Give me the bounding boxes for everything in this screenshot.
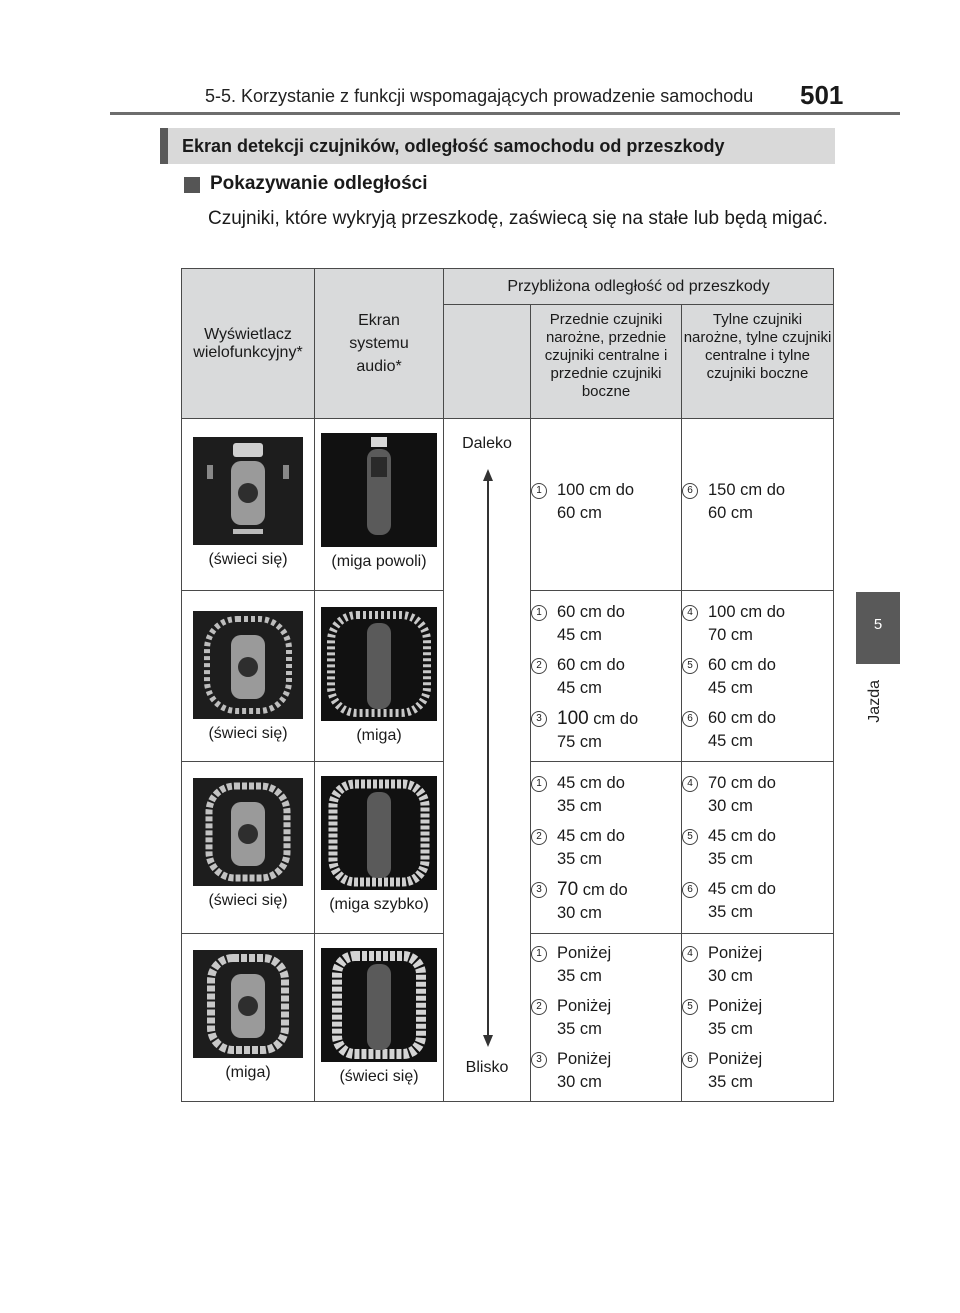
display-caption: (miga): [225, 1064, 271, 1081]
sensor-number-badge: 6: [682, 882, 698, 898]
distance-value: Poniżej: [557, 997, 612, 1015]
sensor-number-badge: 2: [531, 658, 547, 674]
distance-unit: 45 cm: [557, 679, 602, 697]
distance-entry: [531, 707, 681, 754]
distance-value-suffix: cm do: [588, 710, 639, 728]
display-cell: [182, 591, 315, 762]
distance-entry: [531, 878, 681, 925]
display-cell: [182, 419, 315, 591]
sensor-number-badge: 6: [682, 1052, 698, 1068]
display-caption: (świeci się): [208, 725, 288, 742]
audio-cell: [315, 934, 444, 1102]
distance-unit: 75 cm: [557, 733, 602, 751]
audio-sensor-car-icon: [321, 433, 437, 547]
distance-value: 45 cm do: [708, 827, 776, 845]
distance-unit: 35 cm: [557, 850, 602, 868]
distance-unit: 35 cm: [557, 1020, 602, 1038]
distance-unit: 60 cm: [708, 504, 753, 522]
distance-value: 100 cm do: [708, 603, 786, 621]
distance-unit: 30 cm: [557, 1073, 602, 1091]
col-header-distance: Przybliżona odległość od przeszkody: [444, 269, 834, 305]
sensor-number-badge: 5: [682, 829, 698, 845]
distance-arrow-icon: [480, 469, 496, 1047]
sensor-number-badge: 1: [531, 946, 547, 962]
sensor-number-badge: 2: [531, 829, 547, 845]
rear-distances: [682, 934, 834, 1102]
sensor-number-badge: 4: [682, 605, 698, 621]
sensor-number-badge: 3: [531, 711, 547, 727]
front-distances: [531, 934, 682, 1102]
distance-value: Poniżej: [708, 944, 763, 962]
sensor-number-badge: 6: [682, 711, 698, 727]
distance-value-suffix: cm do: [578, 881, 628, 899]
distance-entry: [682, 601, 833, 647]
distance-value: 45 cm do: [708, 880, 776, 898]
distance-entry: [682, 772, 833, 818]
distance-entry: [531, 942, 681, 988]
running-header-title: 5-5. Korzystanie z funkcji wspomagających prowadzenie samochodu: [205, 86, 754, 106]
distance-value: 100 cm do: [557, 481, 635, 499]
col-header-front: Przednie czujniki narożne, przednie czujniki centralne i przednie czujniki boczne: [531, 305, 682, 419]
distance-value: 45 cm do: [557, 827, 625, 845]
distance-unit: 60 cm: [557, 504, 602, 522]
sensor-number-badge: 4: [682, 946, 698, 962]
display-cell: [182, 934, 315, 1102]
col-header-display: Wyświetlacz wielofunkcyjny*: [182, 269, 315, 419]
rear-distances: [682, 419, 834, 591]
sensor-number-badge: 3: [531, 882, 547, 898]
distance-value: 70: [557, 879, 579, 900]
distance-unit: 35 cm: [708, 1020, 753, 1038]
distance-entry: [531, 995, 681, 1041]
distance-entry: [531, 654, 681, 700]
display-sensor-car-icon: [193, 437, 303, 545]
sensor-number-badge: 2: [531, 999, 547, 1015]
distance-entry: [682, 707, 833, 753]
audio-caption: (świeci się): [339, 1068, 419, 1085]
far-label: Daleko: [462, 435, 512, 452]
distance-entry: [531, 825, 681, 871]
audio-cell: [315, 591, 444, 762]
sensor-number-badge: 6: [682, 483, 698, 499]
page-number: 501: [800, 80, 844, 110]
sensor-number-badge: 3: [531, 1052, 547, 1068]
header-spacer: [444, 305, 531, 419]
header-rule: [110, 112, 900, 115]
sensor-number-badge: 5: [682, 658, 698, 674]
audio-cell: [315, 419, 444, 591]
distance-value: 70 cm do: [708, 774, 776, 792]
distance-entry: [682, 942, 833, 988]
distance-unit: 45 cm: [557, 626, 602, 644]
distance-unit: 35 cm: [557, 967, 602, 985]
square-bullet-icon: [184, 177, 200, 193]
rear-distances: [682, 762, 834, 934]
audio-sensor-car-icon: [321, 948, 437, 1062]
audio-caption: (miga powoli): [331, 553, 427, 570]
display-caption: (świeci się): [208, 892, 288, 909]
sub-heading: Pokazywanie odległości: [210, 173, 428, 194]
distance-unit: 35 cm: [708, 903, 753, 921]
distance-entry: [682, 654, 833, 700]
distance-value: 60 cm do: [708, 656, 776, 674]
sensor-number-badge: 1: [531, 483, 547, 499]
distance-value: Poniżej: [708, 997, 763, 1015]
rear-distances: [682, 591, 834, 762]
distance-entry: [531, 772, 681, 818]
display-sensor-car-icon: [193, 778, 303, 886]
col-header-audio: Ekran systemu audio*: [315, 269, 444, 419]
audio-caption: (miga szybko): [329, 896, 429, 913]
chapter-label: Jazda: [866, 680, 883, 723]
sensor-number-badge: 4: [682, 776, 698, 792]
distance-entry: [531, 601, 681, 647]
distance-entry: [682, 825, 833, 871]
display-caption: (świeci się): [208, 551, 288, 568]
distance-unit: 45 cm: [708, 679, 753, 697]
distance-unit: 30 cm: [557, 904, 602, 922]
section-banner: [160, 128, 835, 164]
distance-unit: 30 cm: [708, 967, 753, 985]
sensor-number-badge: 1: [531, 776, 547, 792]
sensor-number-badge: 5: [682, 999, 698, 1015]
audio-sensor-car-icon: [321, 607, 437, 721]
distance-entry: [531, 479, 681, 525]
distance-entry: [682, 479, 833, 525]
distance-value: Poniżej: [708, 1050, 763, 1068]
distance-entry: [531, 1048, 681, 1094]
distance-unit: 35 cm: [708, 1073, 753, 1091]
front-distances: [531, 591, 682, 762]
distance-value: 150 cm do: [708, 481, 786, 499]
distance-entry: [682, 1048, 833, 1094]
chapter-tab: [856, 592, 900, 664]
distance-value: Poniżej: [557, 1050, 612, 1068]
display-sensor-car-icon: [193, 950, 303, 1058]
distance-value: Poniżej: [557, 944, 612, 962]
front-distances: [531, 762, 682, 934]
distance-value: 60 cm do: [708, 709, 776, 727]
near-label: Blisko: [465, 1059, 509, 1076]
front-distances: [531, 419, 682, 591]
distance-axis-cell: [444, 419, 531, 1102]
distance-table: [181, 268, 834, 1102]
distance-entry: [682, 878, 833, 924]
distance-value: 45 cm do: [557, 774, 625, 792]
display-cell: [182, 762, 315, 934]
distance-unit: 45 cm: [708, 732, 753, 750]
distance-unit: 70 cm: [708, 626, 753, 644]
distance-value: 60 cm do: [557, 603, 625, 621]
distance-value: 100: [557, 708, 589, 729]
distance-unit: 35 cm: [708, 850, 753, 868]
audio-cell: [315, 762, 444, 934]
intro-paragraph: Czujniki, które wykryją przeszkodę, zaświecą się na stałe lub będą migać.: [208, 208, 828, 229]
sensor-number-badge: 1: [531, 605, 547, 621]
section-banner-title: Ekran detekcji czujników, odległość samochodu od przeszkody: [182, 136, 725, 156]
distance-unit: 30 cm: [708, 797, 753, 815]
col-header-rear: Tylne czujniki narożne, tylne czujniki centralne i tylne czujniki boczne: [682, 305, 834, 419]
audio-sensor-car-icon: [321, 776, 437, 890]
distance-value: 60 cm do: [557, 656, 625, 674]
distance-entry: [682, 995, 833, 1041]
chapter-number: 5: [873, 616, 883, 633]
distance-unit: 35 cm: [557, 797, 602, 815]
audio-caption: (miga): [356, 727, 402, 744]
display-sensor-car-icon: [193, 611, 303, 719]
